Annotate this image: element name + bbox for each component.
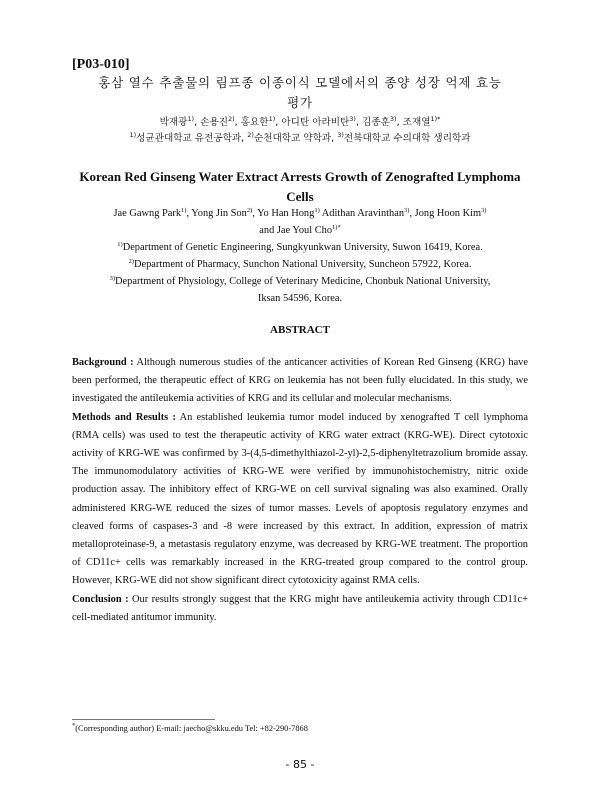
author: Jong Hoon Kim <box>414 208 482 219</box>
affiliation-mark: 1) <box>117 241 123 248</box>
affiliation: 전북대학교 수의대학 생리학과 <box>343 133 471 144</box>
english-authors-line-2 <box>72 224 528 238</box>
author: 김종훈 <box>362 117 390 128</box>
author: Yo Han Hong <box>257 208 315 219</box>
english-affiliation-1 <box>72 241 528 255</box>
affiliation: Department of Pharmacy, Sunchon National University, Suncheon 57922, Korea. <box>134 259 472 270</box>
affiliation: Department of Physiology, College of Veterinary Medicine, Chonbuk National University, <box>115 276 491 287</box>
background-paragraph <box>72 354 528 409</box>
affiliation: 순천대학교 약학과 <box>253 133 332 144</box>
affiliation-mark: 1) <box>181 207 187 214</box>
affiliation-mark: 1) <box>314 207 320 214</box>
affiliation-mark: 1) <box>268 115 276 123</box>
affiliation-mark: 1) <box>129 131 137 139</box>
conclusion-paragraph <box>72 591 528 627</box>
footnote-divider <box>72 719 215 720</box>
methods-paragraph <box>72 409 528 591</box>
section-text: Our results strongly suggest that the KRG might have antileukemia activity through CD11c+ cell-mediated antitumor immunity. <box>72 593 529 623</box>
affiliation: 성균관대학교 유전공학과 <box>136 133 242 144</box>
abstract-body <box>72 354 528 627</box>
footnote-mark: * <box>72 722 76 729</box>
affiliation-mark: 3) <box>349 115 356 123</box>
korean-affiliations: $^{1)}$성균관대학교 유전공학과, $^{2)}$순천대학교 약학과, $^{3)}$전북대학교 수의대학 생리학과 <box>129 131 471 144</box>
footnote <box>72 724 308 733</box>
korean-authors: 박재광$^{1)}$, 손용진$^{2)}$, 홍요한$^{1)}$, 아디탄 아라비탄$^{3)}$, 김종훈$^{3)}$, 조재열$^{1)*}$ <box>159 115 441 128</box>
english-title-line-1: Korean Red Ginseng Water Extract Arrests Growth of Zenografted Lymphoma <box>79 169 521 184</box>
section-label: Conclusion : <box>72 593 129 605</box>
english-affiliation-3-cont: Iksan 54596, Korea. <box>257 293 343 304</box>
author: 박재광 <box>159 117 188 128</box>
section-text: An established leukemia tumor model induced by xenografted T cell lymphoma (RMA cells) was used to test the therapeutic activity of KRG water extract (KRG-WE). Direct cytotoxic activity of KRG-WE was confirmed by 3-(4,5-dimethylthiazol-2-yl)-2,5-diphenyltetrazolium bromide assay. The immunomodulatory activities of KRG-WE were verified by immunohistochemistry, nitric oxide production assay. The inhibitory effect of KRG-WE on cell survival signaling was also examined. Orally administered KRG-WE reduced the sizes of tumor masses. Levels of apoptosis regulatory enzymes and cleaved forms of caspases-3 and -8 were increased by this extract. In addition, expression of matrix metalloproteinase-9, a metastasis regulatory enzyme, was decreased by KRG-WE treatment. The proportion of CD11c+ cells was remarkably increased in the KRG-treated group compared to the control group. However, KRG-WE did not show significant direct cytotoxicity against RMA cells. <box>72 411 528 587</box>
section-label: Methods and Results : <box>72 411 176 423</box>
author: Jae Gawng Park <box>113 208 182 219</box>
abstract-heading: ABSTRACT <box>270 324 330 336</box>
affiliation-mark: 3) <box>337 131 344 139</box>
affiliation-mark: 2) <box>227 115 235 123</box>
author: 손용진 <box>200 117 228 128</box>
english-affiliation-3 <box>72 275 528 289</box>
english-title-line-2: Cells <box>286 189 314 204</box>
affiliation-mark: 3) <box>389 115 397 123</box>
section-label: Background : <box>72 357 134 368</box>
author: Yong Jin Son <box>191 208 247 219</box>
affiliation-mark: 2) <box>246 207 253 214</box>
poster-code: [P03-010] <box>72 57 130 72</box>
affiliation-mark: 1) <box>187 115 195 123</box>
section-text: Although numerous studies of the anticancer activities of Korean Red Ginseng (KRG) have been performed, the therapeutic effect of KRG on leukemia has not been fully elucidated. In this study, we investigated the antileukemia activities of KRG and its cellular and molecular mechanisms. <box>72 357 528 405</box>
affiliation-mark: 2) <box>128 258 134 265</box>
author: 조재열 <box>402 117 431 128</box>
affiliation-mark: 3) <box>109 275 116 282</box>
author: 아디탄 아라비탄 <box>281 117 350 128</box>
affiliation-mark: 1)* <box>332 224 341 231</box>
affiliation-mark: 2) <box>247 131 254 139</box>
affiliation: Department of Genetic Engineering, Sungkyunkwan University, Suwon 16419, Korea. <box>122 242 483 253</box>
author: 홍요한 <box>240 117 269 128</box>
english-authors-line-1: Jae Gawng Park$^{1)}$, Yong Jin Son$^{2)}$, Yo Han Hong$^{1)}$ Adithan Aravinthan$^{3)}$, Jong Hoon Kim$^{3)}$ <box>113 207 487 219</box>
page-number: - 85 - <box>285 758 315 771</box>
footnote-text: (Corresponding author) E-mail: jaecho@skku.edu Tel: +82-290-7868 <box>75 724 308 733</box>
affiliation-mark: 1)* <box>430 115 441 123</box>
author: and Jae Youl Cho <box>259 225 333 236</box>
english-affiliation-2 <box>72 258 528 272</box>
affiliation-mark: 3) <box>404 207 410 214</box>
korean-title-line-2: 평가 <box>287 95 313 110</box>
korean-title-line-1: 홍삼 열수 추출물의 림프종 이종이식 모델에서의 종양 성장 억제 효능 <box>98 75 502 90</box>
affiliation-mark: 3) <box>481 207 487 214</box>
author: Adithan Aravinthan <box>321 208 405 219</box>
